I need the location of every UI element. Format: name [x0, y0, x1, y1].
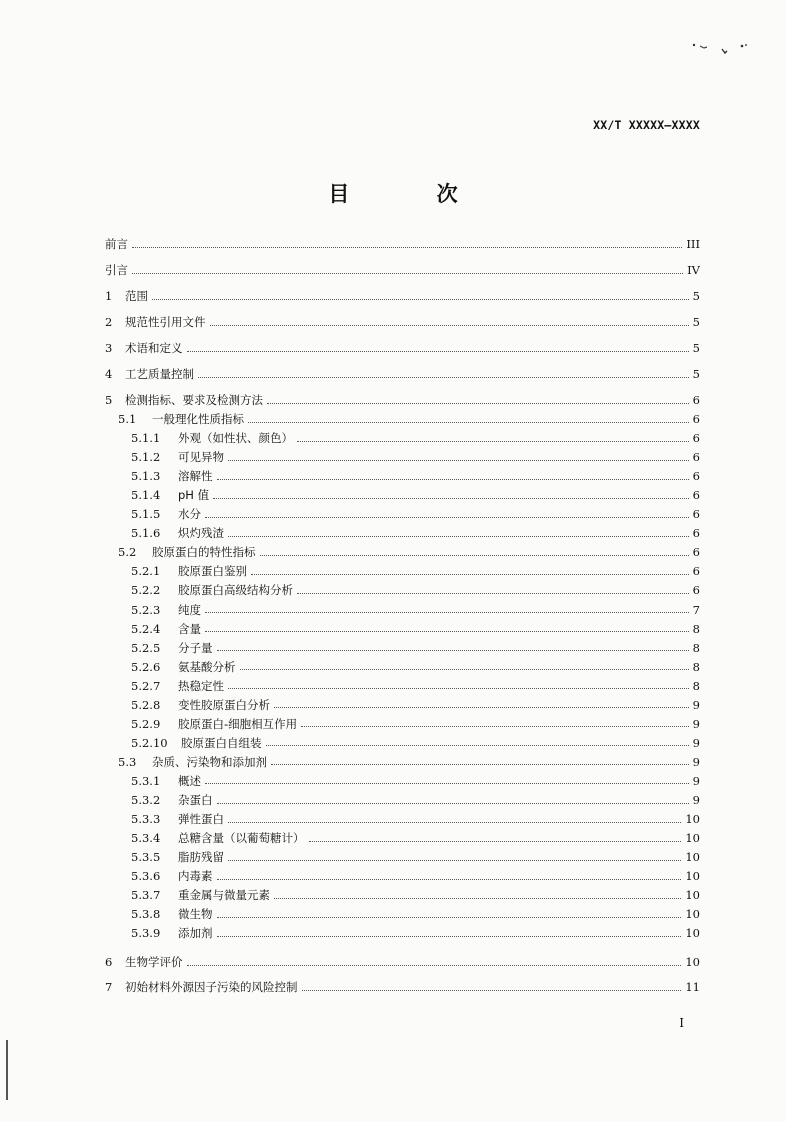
toc-entry-page: 8	[692, 621, 700, 636]
toc-leader-dots	[217, 479, 689, 480]
toc-entry-number: 5.1.4	[131, 488, 161, 503]
toc-entry[interactable]	[131, 448, 700, 466]
toc-entry[interactable]	[131, 639, 700, 657]
toc-entry-number: 5.3.2	[131, 793, 161, 807]
toc-entry-page: 6	[692, 507, 700, 522]
toc-leader-dots	[309, 841, 682, 842]
toc-entry[interactable]	[131, 429, 700, 447]
toc-leader-dots	[217, 879, 682, 880]
toc-entry-number: 5.3.8	[131, 907, 161, 922]
toc-entry-label: 氨基酸分析	[178, 659, 236, 674]
toc-entry-label: 胶原蛋白鉴别	[178, 564, 247, 579]
toc-leader-dots	[205, 612, 689, 613]
toc-entry-number: 5.3.3	[131, 812, 161, 827]
toc-entry-number: 5.3.6	[131, 869, 161, 884]
toc-leader-dots	[187, 351, 689, 352]
toc-entry-label: 胶原蛋白高级结构分析	[178, 583, 293, 598]
toc-entry[interactable]	[105, 365, 700, 383]
toc-entry[interactable]	[105, 953, 700, 971]
toc-entry-label: 内毒素	[178, 869, 213, 884]
toc-entry[interactable]	[131, 696, 700, 714]
toc-entry-page: 10	[685, 907, 700, 922]
toc-entry-page: 9	[692, 735, 700, 750]
toc-leader-dots	[266, 745, 689, 746]
toc-entry-label: 胶原蛋白的特性指标	[152, 545, 256, 560]
toc-entry-number: 5.3.5	[131, 850, 161, 865]
toc-entry[interactable]	[131, 658, 700, 676]
toc-entry-number: 5.1.3	[131, 469, 161, 484]
toc-entry-label: 杂质、污染物和添加剂	[152, 754, 267, 769]
toc-leader-dots	[205, 517, 689, 518]
toc-entry-page: III	[686, 237, 700, 251]
toc-entry-label: 纯度	[178, 602, 201, 617]
toc-entry-label: 一般理化性质指标	[152, 412, 244, 426]
toc-entry-number: 5.3.9	[131, 926, 161, 941]
toc-entry-page: 9	[692, 697, 700, 712]
toc-entry-number: 5.2.9	[131, 716, 161, 731]
toc-entry[interactable]	[131, 486, 700, 504]
toc-entry[interactable]	[131, 848, 700, 866]
toc-entry-label: 规范性引用文件	[125, 315, 206, 329]
toc-leader-dots	[217, 803, 689, 804]
toc-entry-number: 5.1	[118, 412, 137, 426]
toc-entry-number: 5.1.2	[131, 450, 161, 465]
toc-entry-label: 重金属与微量元素	[178, 888, 270, 903]
toc-entry-label: 初始材料外源因子污染的风险控制	[125, 980, 298, 994]
toc-entry-page: 6	[692, 488, 700, 503]
toc-entry-number: 5.3.1	[131, 773, 161, 788]
toc-entry[interactable]	[131, 791, 700, 809]
toc-entry-label: 生物学评价	[125, 955, 183, 969]
toc-leader-dots	[274, 707, 689, 708]
toc-entry-label: 胶原蛋白自组装	[181, 735, 262, 750]
toc-entry-page: 6	[692, 545, 700, 560]
toc-entry-page: 10	[685, 850, 700, 865]
toc-entry-number: 5.1.5	[131, 507, 161, 522]
toc-entry-number: 3	[105, 341, 113, 355]
toc-entry-page: 6	[692, 583, 700, 598]
toc-entry-label: 胶原蛋白-细胞相互作用	[178, 716, 298, 731]
toc-entry-number: 5.1.6	[131, 526, 161, 541]
toc-entry[interactable]	[105, 287, 700, 305]
toc-leader-dots	[205, 783, 689, 784]
toc-leader-dots	[198, 377, 689, 378]
toc-entry-page: 9	[692, 754, 700, 769]
toc-entry[interactable]	[131, 562, 700, 580]
toc-entry-page: 10	[685, 955, 700, 969]
toc-leader-dots	[271, 764, 689, 765]
toc-entry-page: 5	[692, 367, 700, 381]
toc-entry-page: 5	[692, 289, 700, 303]
toc-entry-page: 5	[692, 341, 700, 355]
toc-entry-label: 弹性蛋白	[178, 812, 224, 827]
toc-entry-label: 可见异物	[178, 450, 224, 465]
toc-entry[interactable]	[131, 734, 700, 752]
toc-leader-dots	[302, 990, 682, 991]
toc-entry-page: 6	[692, 526, 700, 541]
toc-entry[interactable]	[131, 715, 700, 733]
toc-entry-page: 6	[692, 431, 700, 446]
toc-leader-dots	[187, 965, 682, 966]
toc-entry-label: 分子量	[178, 640, 213, 655]
toc-leader-dots	[228, 860, 681, 861]
toc-entry-page: 8	[692, 640, 700, 655]
toc-entry-label: 水分	[178, 507, 201, 522]
toc-entry[interactable]	[131, 467, 700, 485]
toc-entry[interactable]	[131, 620, 700, 638]
toc-entry[interactable]	[131, 581, 700, 599]
toc-entry[interactable]	[131, 924, 700, 942]
toc-entry-page: 9	[692, 716, 700, 731]
toc-entry-number: 2	[105, 315, 113, 329]
toc-leader-dots	[251, 574, 689, 575]
toc-leader-dots	[301, 726, 689, 727]
toc-entry-page: 6	[692, 393, 700, 407]
toc-entry-label: 概述	[178, 773, 201, 788]
toc-entry-number: 6	[105, 955, 113, 969]
page-title: 目 次	[328, 182, 498, 206]
toc-leader-dots	[248, 422, 689, 423]
toc-entry-page: 10	[685, 888, 700, 903]
toc-entry-number: 5.2.5	[131, 640, 161, 655]
toc-entry-label: 总糖含量（以葡萄糖计）	[178, 831, 305, 846]
toc-entry-number: 5.2.2	[131, 583, 161, 598]
toc-entry-page: 8	[692, 678, 700, 693]
toc-entry[interactable]	[105, 235, 700, 253]
scan-noise-marks	[690, 40, 750, 56]
toc-entry-label: 溶解性	[178, 469, 213, 484]
toc-entry-label: 工艺质量控制	[125, 367, 194, 381]
toc-leader-dots	[297, 441, 689, 442]
toc-leader-dots	[274, 898, 681, 899]
toc-entry-label: 引言	[105, 263, 128, 277]
toc-entry-number: 5.3	[118, 754, 137, 769]
toc-entry-number: 5.2.1	[131, 564, 161, 579]
toc-entry-label: 检测指标、要求及检测方法	[125, 393, 263, 407]
toc-entry-page: 9	[692, 793, 700, 807]
toc-leader-dots	[152, 299, 689, 300]
toc-entry-label: 变性胶原蛋白分析	[178, 697, 270, 712]
toc-entry[interactable]	[105, 313, 700, 331]
toc-entry-page: 7	[692, 602, 700, 617]
toc-entry[interactable]	[131, 810, 700, 828]
toc-entry[interactable]	[118, 543, 700, 561]
toc-entry[interactable]	[131, 886, 700, 904]
toc-entry[interactable]	[131, 524, 700, 542]
toc-entry-page: 10	[685, 831, 700, 846]
toc-entry-number: 4	[105, 367, 113, 381]
toc-entry-number: 1	[105, 289, 113, 303]
toc-leader-dots	[228, 822, 681, 823]
toc-entry-page: 9	[692, 773, 700, 788]
toc-entry[interactable]	[131, 829, 700, 847]
toc-entry-page: 6	[692, 564, 700, 579]
toc-entry-page: IV	[687, 263, 700, 277]
toc-entry-page: 10	[685, 926, 700, 941]
toc-leader-dots	[132, 273, 683, 274]
page-number: I	[679, 1016, 684, 1030]
toc-entry-label: 前言	[105, 237, 128, 251]
toc-entry-page: 10	[685, 812, 700, 827]
toc-entry-page: 5	[692, 315, 700, 329]
toc-entry-label: 术语和定义	[125, 341, 183, 355]
toc-entry[interactable]	[131, 505, 700, 523]
toc-leader-dots	[260, 555, 689, 556]
toc-entry[interactable]	[131, 772, 700, 790]
toc-leader-dots	[210, 325, 689, 326]
toc-leader-dots	[267, 403, 689, 404]
toc-entry[interactable]	[105, 978, 700, 996]
toc-entry-label: 含量	[178, 621, 201, 636]
toc-entry-number: 5.3.4	[131, 831, 161, 846]
toc-leader-dots	[205, 631, 689, 632]
toc-entry-number: 5.2.3	[131, 602, 161, 617]
toc-entry[interactable]	[105, 391, 700, 409]
toc-entry[interactable]	[118, 410, 700, 428]
toc-leader-dots	[297, 593, 689, 594]
toc-entry[interactable]	[131, 867, 700, 885]
toc-entry[interactable]	[131, 677, 700, 695]
toc-leader-dots	[213, 498, 689, 499]
toc-leader-dots	[228, 688, 689, 689]
toc-entry-label: 热稳定性	[178, 678, 224, 693]
toc-entry-label: 炽灼残渣	[178, 526, 224, 541]
toc-entry-page: 6	[692, 412, 700, 426]
toc-leader-dots	[217, 650, 689, 651]
toc-entry-number: 5.2.7	[131, 678, 161, 693]
toc-leader-dots	[217, 917, 682, 918]
toc-entry-number: 5.2.6	[131, 659, 161, 674]
toc-entry-number: 5.2	[118, 545, 137, 560]
binding-edge-mark	[6, 1040, 8, 1100]
toc-entry-number: 5.2.8	[131, 697, 161, 712]
toc-entry-number: 5.1.1	[131, 431, 161, 446]
toc-entry-number: 5	[105, 393, 113, 407]
toc-entry-label: 范围	[125, 289, 148, 303]
toc-entry-label: pH 值	[178, 488, 210, 503]
toc-entry-number: 5.2.10	[131, 735, 168, 750]
toc-entry-label: 杂蛋白	[178, 793, 213, 807]
toc-entry-number: 7	[105, 980, 113, 994]
toc-entry-page: 10	[685, 869, 700, 884]
toc-entry-number: 5.2.4	[131, 621, 161, 636]
toc-entry-label: 脂肪残留	[178, 850, 224, 865]
toc-leader-dots	[240, 669, 689, 670]
toc-leader-dots	[217, 936, 682, 937]
toc-entry[interactable]	[105, 339, 700, 357]
toc-entry-label: 微生物	[178, 907, 213, 922]
toc-entry-page: 11	[685, 980, 700, 994]
toc-leader-dots	[228, 536, 689, 537]
toc-leader-dots	[228, 460, 689, 461]
toc-entry-number: 5.3.7	[131, 888, 161, 903]
toc-entry[interactable]	[131, 601, 700, 619]
document-code: XX/T XXXXX—XXXX	[593, 118, 700, 132]
toc-entry[interactable]	[131, 905, 700, 923]
toc-entry[interactable]	[118, 753, 700, 771]
toc-entry-page: 6	[692, 450, 700, 465]
toc-entry-label: 外观（如性状、颜色）	[178, 431, 293, 446]
toc-entry-page: 8	[692, 659, 700, 674]
toc-entry[interactable]	[105, 261, 700, 279]
toc-entry-page: 6	[692, 469, 700, 484]
toc-leader-dots	[132, 247, 682, 248]
toc-entry-label: 添加剂	[178, 926, 213, 941]
